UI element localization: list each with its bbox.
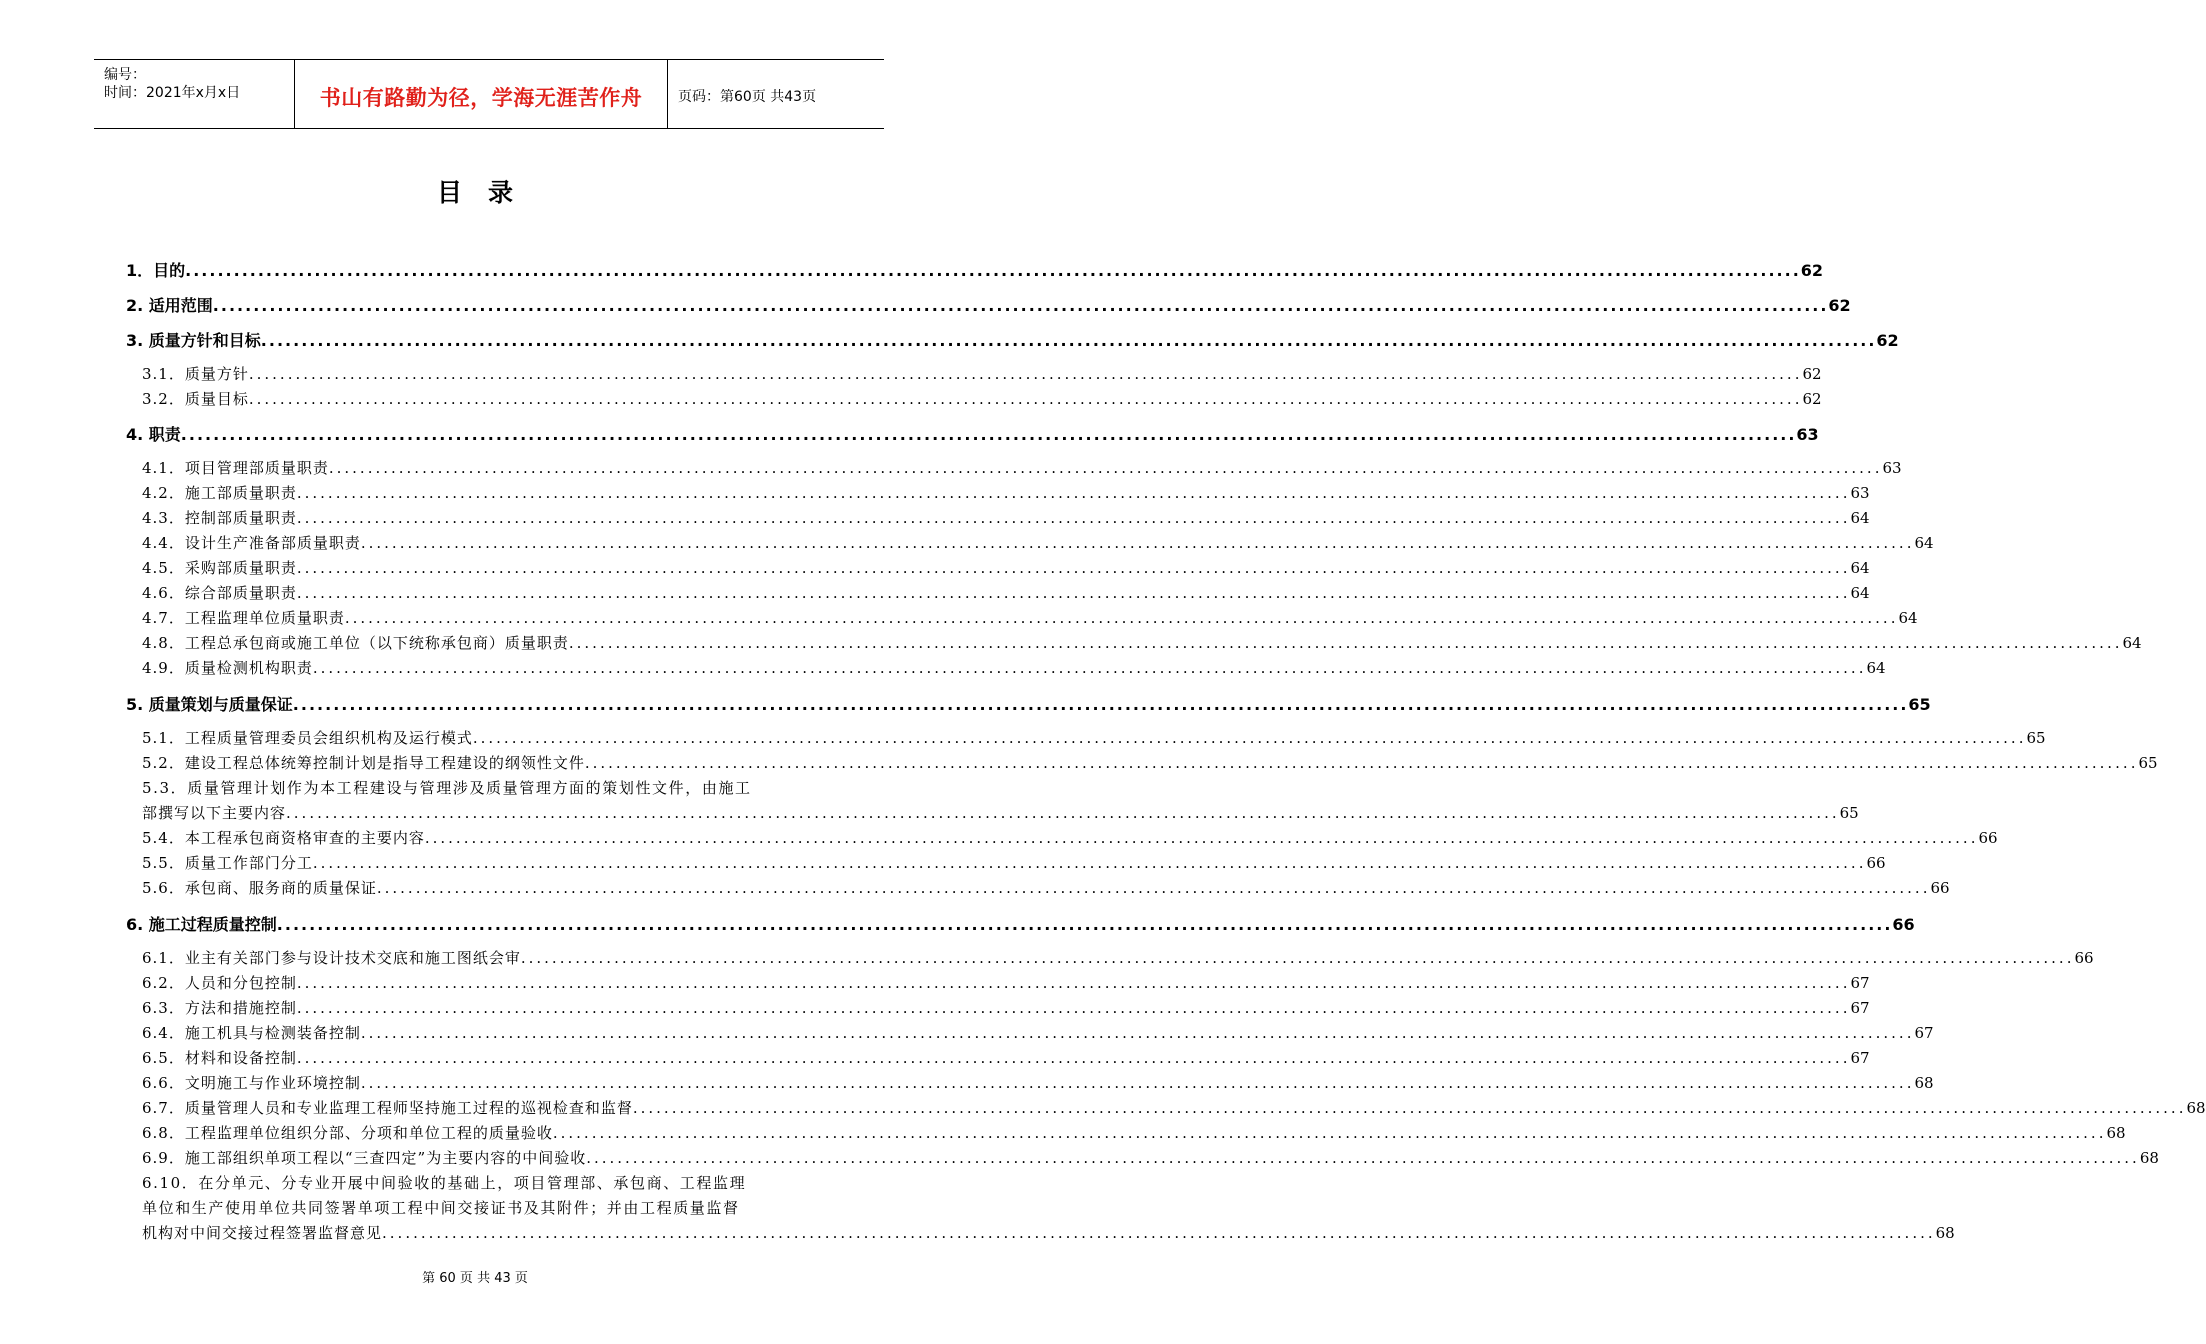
- toc-section-entry[interactable]: [142, 802, 1859, 823]
- toc-dot-leader: ........................................................................................................................................................................................................: [296, 484, 1851, 502]
- toc-entry-label: 6.9．施工部组织单项工程以“三查四定”为主要内容的中间验收: [142, 1149, 587, 1167]
- toc-entry-label: 6.4．施工机具与检测装备控制: [142, 1024, 361, 1042]
- toc-entry-label: 4.6．综合部质量职责: [142, 584, 297, 602]
- toc-section-entry[interactable]: [142, 1047, 1870, 1068]
- toc-section-entry[interactable]: [142, 1222, 1955, 1243]
- toc-entry-continued-line: 5.3．质量管理计划作为本工程建设与管理涉及质量管理方面的策划性文件，由施工: [142, 779, 752, 797]
- toc-entry-label: 部撰写以下主要内容: [142, 804, 287, 822]
- toc-dot-leader: ........................................................................................................................................................................................................: [360, 1074, 1915, 1092]
- toc-section-entry[interactable]: [142, 1097, 2206, 1118]
- toc-section-entry[interactable]: [142, 947, 2094, 968]
- toc-dot-leader: ........................................................................................................................................................................................................: [584, 754, 2139, 772]
- toc-section-entry[interactable]: [142, 532, 1934, 553]
- toc-entry-label: 6.6．文明施工与作业环境控制: [142, 1074, 361, 1092]
- toc-section-entry[interactable]: [142, 727, 2046, 748]
- toc-section-entry[interactable]: [142, 632, 2142, 653]
- toc-dot-leader: ........................................................................................................................................................................................................: [382, 1224, 1936, 1242]
- toc-section-entry[interactable]: [142, 457, 1902, 478]
- toc-dot-leader: ........................................................................................................................................................................................................: [344, 609, 1899, 627]
- toc-section-entry[interactable]: [142, 972, 1870, 993]
- toc-chapter-entry[interactable]: [126, 422, 1819, 445]
- toc-dot-leader: ........................................................................................................................................................................................................: [286, 804, 1840, 822]
- toc-entry-label: 机构对中间交接过程签署监督意见: [142, 1224, 383, 1242]
- toc-dot-leader: ........................................................................................................................................................................................................: [312, 659, 1867, 677]
- toc-dot-leader: ........................................................................................................................................................................................................: [520, 949, 2075, 967]
- toc-entry-label: 6. 施工过程质量控制: [126, 915, 277, 934]
- toc-page-number: 64: [1866, 659, 1886, 677]
- header-table: [94, 59, 884, 129]
- toc-entry-label: 4.2．施工部质量职责: [142, 484, 297, 502]
- header-page-cell: [668, 60, 884, 128]
- toc-section-entry[interactable]: [142, 877, 1950, 898]
- toc-section-entry[interactable]: [142, 997, 1870, 1018]
- header-motto-cell: [295, 60, 668, 128]
- toc-page-number: 68: [2139, 1149, 2159, 1167]
- toc-entry-label: 3.1．质量方针: [142, 365, 249, 383]
- toc-section-entry[interactable]: [142, 827, 1998, 848]
- toc-page-number: 65: [1839, 804, 1859, 822]
- toc-dot-leader: ........................................................................................................................................................................................................: [376, 879, 1931, 897]
- toc-page-number: 65: [2026, 729, 2046, 747]
- toc-page-number: 66: [1866, 854, 1886, 872]
- toc-dot-leader: ........................................................................................................................................................................................................: [292, 695, 1909, 714]
- toc-entry-label: 6.2．人员和分包控制: [142, 974, 297, 992]
- toc-dot-leader: ........................................................................................................................................................................................................: [296, 559, 1851, 577]
- page-title: 目录: [436, 178, 539, 207]
- toc-chapter-entry[interactable]: [126, 328, 1899, 351]
- toc-page-number: 65: [1908, 695, 1931, 714]
- toc-dot-leader: ........................................................................................................................................................................................................: [312, 854, 1867, 872]
- toc-entry-label: 5. 质量策划与质量保证: [126, 695, 293, 714]
- toc-entry-label: 4.9．质量检测机构职责: [142, 659, 313, 677]
- toc-page-number: 68: [2106, 1124, 2126, 1142]
- toc-entry-continued-line: 6.10．在分单元、分专业开展中间验收的基础上，项目管理部、承包商、工程监理: [142, 1174, 747, 1192]
- header-info-cell: [94, 60, 295, 128]
- toc-entry-label: 3.2．质量目标: [142, 390, 249, 408]
- toc-entry-label: 4.8．工程总承包商或施工单位（以下统称承包商）质量职责: [142, 634, 569, 652]
- toc-section-entry[interactable]: [142, 1122, 2126, 1143]
- toc-entry-label: 5.2．建设工程总体统筹控制计划是指导工程建设的纲领性文件: [142, 754, 585, 772]
- page-footer: 第 60 页 共 43 页: [422, 1271, 528, 1286]
- toc-section-entry[interactable]: [142, 507, 1870, 528]
- toc-section-entry[interactable]: [142, 1147, 2159, 1168]
- toc-entry-label: 3. 质量方针和目标: [126, 331, 261, 350]
- toc-page-number: 68: [1935, 1224, 1955, 1242]
- toc-section-entry[interactable]: [142, 557, 1870, 578]
- toc-entry-label: 4.7．工程监理单位质量职责: [142, 609, 345, 627]
- toc-page-number: 67: [1850, 999, 1870, 1017]
- toc-page-number: 62: [1876, 331, 1899, 350]
- toc-page-number: 64: [1898, 609, 1918, 627]
- toc-page-number: 65: [2138, 754, 2158, 772]
- toc-chapter-entry[interactable]: [126, 692, 1931, 715]
- toc-dot-leader: ........................................................................................................................................................................................................: [552, 1124, 2107, 1142]
- toc-page-number: 63: [1882, 459, 1902, 477]
- toc-page-number: 67: [1850, 974, 1870, 992]
- toc-page-number: 64: [1850, 559, 1870, 577]
- toc-chapter-entry[interactable]: [126, 258, 1824, 281]
- toc-dot-leader: ........................................................................................................................................................................................................: [296, 1049, 1851, 1067]
- page-label: 页码：第60页 共43页: [678, 89, 817, 105]
- toc-entry-label: 4. 职责: [126, 425, 181, 444]
- toc-entry-label: 6.7．质量管理人员和专业监理工程师坚持施工过程的巡视检查和监督: [142, 1099, 633, 1117]
- toc-section-entry[interactable]: [142, 582, 1870, 603]
- toc-page-number: 62: [1802, 365, 1822, 383]
- toc-dot-leader: ........................................................................................................................................................................................................: [328, 459, 1883, 477]
- toc-dot-leader: ........................................................................................................................................................................................................: [472, 729, 2027, 747]
- toc-page-number: 66: [2074, 949, 2094, 967]
- toc-dot-leader: ........................................................................................................................................................................................................: [568, 634, 2123, 652]
- toc-dot-leader: ........................................................................................................................................................................................................: [296, 999, 1851, 1017]
- toc-entry-label: 5.1．工程质量管理委员会组织机构及运行模式: [142, 729, 473, 747]
- toc-section-entry[interactable]: [142, 657, 1886, 678]
- toc-chapter-entry[interactable]: [126, 912, 1915, 935]
- toc-entry-label: 2. 适用范围: [126, 296, 213, 315]
- toc-entry-label: 6.8．工程监理单位组织分部、分项和单位工程的质量验收: [142, 1124, 553, 1142]
- toc-section-entry[interactable]: [142, 482, 1870, 503]
- toc-entry-label: 1．目的: [126, 261, 186, 280]
- toc-page-number: 68: [1914, 1074, 1934, 1092]
- toc-section-entry[interactable]: [142, 1022, 1934, 1043]
- toc-dot-leader: ........................................................................................................................................................................................................: [212, 296, 1829, 315]
- toc-entry-label: 4.3．控制部质量职责: [142, 509, 297, 527]
- toc-entry-label: 5.4．本工程承包商资格审查的主要内容: [142, 829, 425, 847]
- toc-dot-leader: ........................................................................................................................................................................................................: [248, 365, 1803, 383]
- toc-page-number: 64: [1914, 534, 1934, 552]
- toc-entry-label: 4.4．设计生产准备部质量职责: [142, 534, 361, 552]
- toc-page-number: 67: [1850, 1049, 1870, 1067]
- toc-page-number: 67: [1914, 1024, 1934, 1042]
- toc-section-entry[interactable]: [142, 363, 1822, 384]
- toc-entry-label: 5.6．承包商、服务商的质量保证: [142, 879, 377, 897]
- toc-dot-leader: ........................................................................................................................................................................................................: [180, 425, 1797, 444]
- toc-dot-leader: ........................................................................................................................................................................................................: [424, 829, 1979, 847]
- toc-dot-leader: ........................................................................................................................................................................................................: [296, 584, 1851, 602]
- toc-page-number: 64: [1850, 509, 1870, 527]
- toc-dot-leader: ........................................................................................................................................................................................................: [248, 390, 1803, 408]
- toc-page-number: 66: [1892, 915, 1915, 934]
- toc-page-number: 64: [2122, 634, 2142, 652]
- toc-page-number: 68: [2186, 1099, 2206, 1117]
- serial-label: 编号：: [104, 67, 146, 83]
- toc-dot-leader: ........................................................................................................................................................................................................: [260, 331, 1877, 350]
- toc-section-entry[interactable]: [142, 1072, 1934, 1093]
- toc-dot-leader: ........................................................................................................................................................................................................: [296, 509, 1851, 527]
- toc-entry-label: 4.5．采购部质量职责: [142, 559, 297, 577]
- toc-section-entry[interactable]: [142, 852, 1886, 873]
- toc-page-number: 63: [1796, 425, 1819, 444]
- toc-entry-label: 5.5．质量工作部门分工: [142, 854, 313, 872]
- motto: 书山有路勤为径，学海无涯苦作舟: [319, 86, 643, 110]
- toc-dot-leader: ........................................................................................................................................................................................................: [185, 261, 1801, 280]
- toc-page-number: 63: [1850, 484, 1870, 502]
- toc-entry-label: 6.5．材料和设备控制: [142, 1049, 297, 1067]
- toc-section-entry[interactable]: [142, 388, 1822, 409]
- toc-dot-leader: ........................................................................................................................................................................................................: [296, 974, 1851, 992]
- toc-chapter-entry[interactable]: [126, 293, 1851, 316]
- toc-page-number: 64: [1850, 584, 1870, 602]
- toc-entry-label: 6.3．方法和措施控制: [142, 999, 297, 1017]
- toc-page-number: 62: [1800, 261, 1824, 280]
- toc-page-number: 66: [1930, 879, 1950, 897]
- toc-page-number: 66: [1978, 829, 1998, 847]
- toc-page-number: 62: [1802, 390, 1822, 408]
- toc-dot-leader: ........................................................................................................................................................................................................: [360, 1024, 1915, 1042]
- toc-dot-leader: ........................................................................................................................................................................................................: [632, 1099, 2187, 1117]
- toc-page-number: 62: [1828, 296, 1851, 315]
- toc-section-entry[interactable]: [142, 607, 1918, 628]
- toc-entry-label: 4.1．项目管理部质量职责: [142, 459, 329, 477]
- toc-dot-leader: ........................................................................................................................................................................................................: [360, 534, 1915, 552]
- toc-entry-continued-line: 单位和生产使用单位共同签署单项工程中间交接证书及其附件；并由工程质量监督: [142, 1199, 740, 1217]
- time-label: 时间：2021年x月x日: [104, 85, 241, 101]
- toc-dot-leader: ........................................................................................................................................................................................................: [586, 1149, 2140, 1167]
- toc-dot-leader: ........................................................................................................................................................................................................: [276, 915, 1893, 934]
- toc-entry-label: 6.1．业主有关部门参与设计技术交底和施工图纸会审: [142, 949, 521, 967]
- toc-section-entry[interactable]: [142, 752, 2158, 773]
